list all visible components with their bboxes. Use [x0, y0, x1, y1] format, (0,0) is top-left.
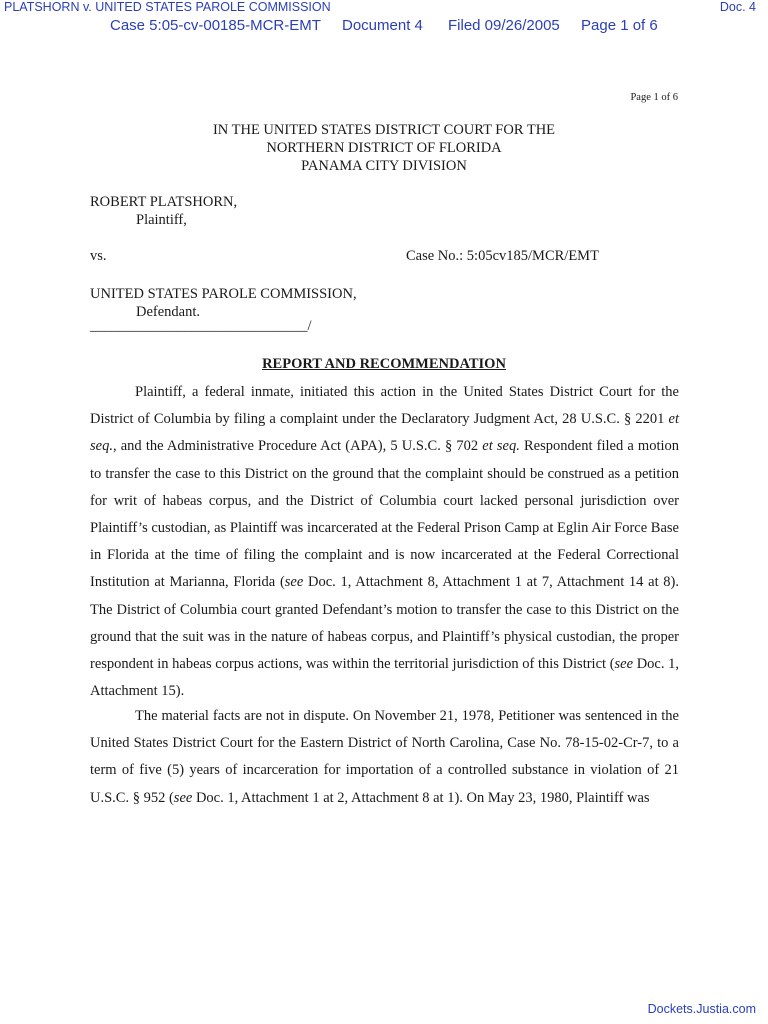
source-link[interactable]: Dockets.Justia.com: [647, 1002, 756, 1016]
text-run: , and the Administrative Procedure Act (APA), 5 U.S.C. § 702: [112, 438, 483, 455]
plaintiff-role: Plaintiff,: [136, 212, 187, 228]
text-run: Doc. 1, Attachment 15).: [90, 656, 679, 700]
page-number: Page 1 of 6: [630, 92, 678, 103]
text-run: Doc. 1, Attachment 8, Attachment 1 at 7, Attachment 14 at 8). The District of Columbia court granted Defendant’s motion to transfer the case to this District on the ground that the suit was in the nature of habeas corpus, and Plaintiff’s physical custodian, the proper respondent in habeas corpus actions, was within the territorial jurisdiction of this District (: [90, 574, 679, 673]
case-title-link[interactable]: PLATSHORN v. UNITED STATES PAROLE COMMISSION: [4, 0, 331, 14]
court-line: PANAMA CITY DIVISION: [301, 158, 467, 174]
body-paragraph: [90, 379, 679, 705]
versus-label: vs.: [90, 248, 107, 264]
defendant-block: [90, 285, 357, 321]
plaintiff-block: [90, 193, 237, 229]
text-run-italic: see: [284, 574, 304, 591]
plaintiff-name: ROBERT PLATSHORN,: [90, 194, 238, 210]
text-run-italic: et seq.: [90, 411, 679, 455]
document-number: Document 4: [342, 17, 423, 34]
defendant-role: Defendant.: [136, 304, 201, 320]
doc-number-link[interactable]: Doc. 4: [719, 0, 756, 14]
signature-line: ______________________________/: [90, 318, 312, 334]
page-indicator: Page 1 of 6: [581, 17, 658, 34]
court-line: IN THE UNITED STATES DISTRICT COURT FOR THE: [212, 122, 556, 138]
case-number: Case 5:05-cv-00185-MCR-EMT: [110, 17, 321, 34]
filed-date: Filed 09/26/2005: [448, 17, 560, 34]
body-paragraph: [90, 703, 679, 812]
text-run: The material facts are not in dispute. On November 21, 1978, Petitioner was sentenced in the United States District Court for the Eastern District of North Carolina, Case No. 78-15-02-Cr-7, to a term of five (5) years of incarceration for importation of a controlled substance in violation of 21 U.S.C. § 952 (: [90, 708, 679, 806]
text-run: Plaintiff, a federal inmate, initiated this action in the United States District Court for the District of Columbia by filing a complaint under the Declaratory Judgment Act, 28 U.S.C. § 2201: [90, 384, 679, 428]
document-title: REPORT AND RECOMMENDATION: [262, 356, 506, 372]
defendant-name: UNITED STATES PAROLE COMMISSION,: [90, 286, 357, 302]
court-line: NORTHERN DISTRICT OF FLORIDA: [266, 140, 502, 156]
text-run-italic: see: [173, 789, 193, 806]
text-run: Doc. 1, Attachment 1 at 2, Attachment 8 at 1). On May 23, 1980, Plaintiff was: [192, 789, 650, 806]
case-no-label: Case No.: 5:05cv185/MCR/EMT: [406, 248, 599, 264]
text-run: Respondent filed a motion to transfer the case to this District on the ground that the complaint should be construed as a petition for writ of habeas corpus, and the District of Columbia court lacked personal jurisdiction over Plaintiff’s custodian, as Plaintiff was incarcerated at the Federal Prison Camp at Eglin Air Force Base in Florida at the time of filing the complaint and is now incarcerated at the Federal Correctional Institution at Marianna, Florida (: [90, 438, 680, 591]
court-caption: [0, 121, 768, 175]
text-run-italic: see: [614, 656, 634, 673]
text-run-italic: et seq.: [482, 438, 520, 455]
